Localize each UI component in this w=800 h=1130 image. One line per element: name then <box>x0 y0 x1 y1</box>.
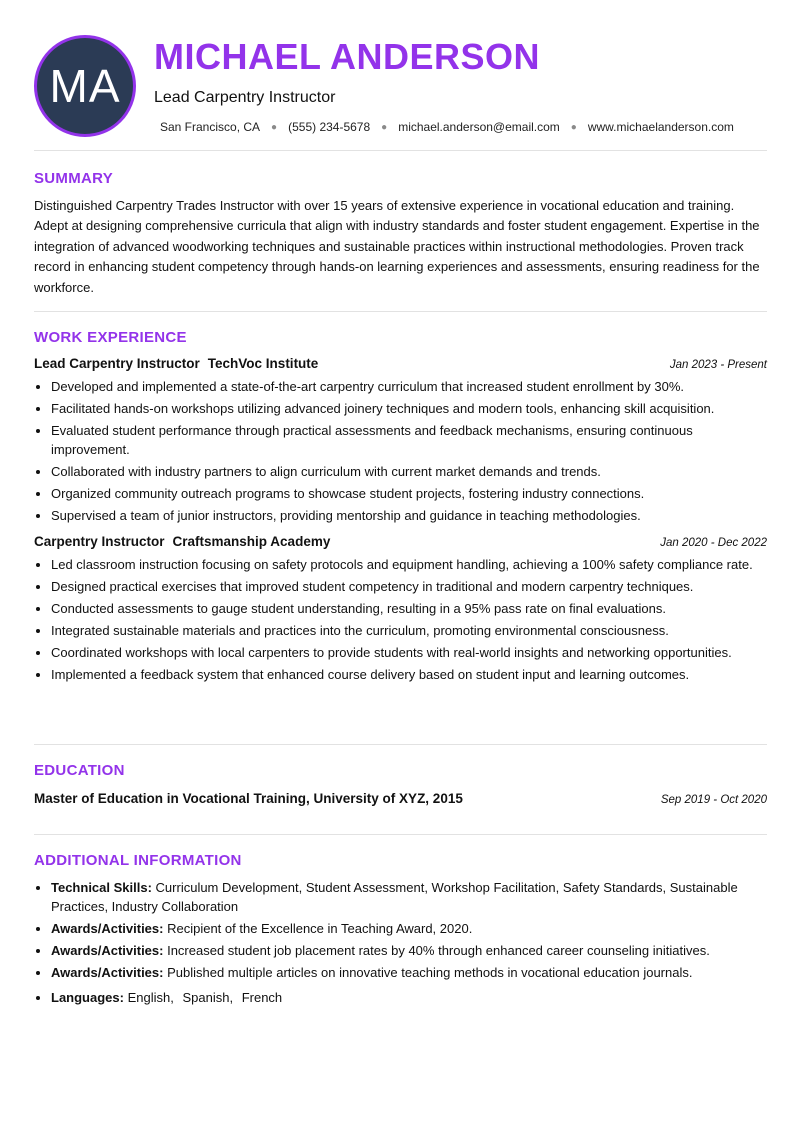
list-item: • Supervised a team of junior instructors, providing mentorship and guidance in teaching methodologies. <box>51 506 767 525</box>
bullet-separator-icon: ● <box>570 121 577 133</box>
list-item: • Facilitated hands-on workshops utilizing advanced joinery techniques and modern tools, enhancing skill acquisition. <box>51 399 767 418</box>
education-degree: Master of Education in Vocational Training, University of XYZ, 2015 <box>34 791 463 806</box>
divider <box>34 834 767 835</box>
list-item: • Led classroom instruction focusing on safety protocols and equipment handling, achieving a 100% safety compliance rate. <box>51 555 767 574</box>
bullet-separator-icon: ● <box>381 121 388 133</box>
info-value: Increased student job placement rates by 40% through enhanced career counseling initiatives. <box>167 943 710 958</box>
contact-line <box>160 120 734 134</box>
contact-phone: (555) 234-5678 <box>288 120 371 134</box>
section-title-additional: ADDITIONAL INFORMATION <box>34 852 242 869</box>
list-item: • Integrated sustainable materials and practices into the curriculum, promoting environmental consciousness. <box>51 621 767 640</box>
education-dates: Sep 2019 - Oct 2020 <box>660 794 767 806</box>
job-role: Lead Carpentry Instructor <box>34 356 200 371</box>
info-value: Published multiple articles on innovative teaching methods in vocational education journals. <box>167 965 693 980</box>
list-item: • Designed practical exercises that improved student competency in traditional and modern carpentry techniques. <box>51 577 767 596</box>
list-item: • Collaborated with industry partners to align curriculum with current market demands and trends. <box>51 462 767 481</box>
candidate-title: Lead Carpentry Instructor <box>154 89 336 106</box>
section-title-education: EDUCATION <box>34 762 125 779</box>
education-section <box>34 762 767 806</box>
section-title-experience: WORK EXPERIENCE <box>34 329 187 346</box>
job-dates: Jan 2020 - Dec 2022 <box>660 537 767 549</box>
job-bullets <box>34 377 767 525</box>
info-key: Awards/Activities: <box>51 921 164 936</box>
list-item: • Conducted assessments to gauge student understanding, resulting in a 95% pass rate on final evaluations. <box>51 599 767 618</box>
resume-header <box>0 0 800 150</box>
summary-text: Distinguished Carpentry Trades Instructor with over 15 years of extensive experience in vocational education and training. Adept at designing comprehensive curricula that align with industry standards and foster student engagement. Expertise in the integration of advanced woodworking techniques and sustainable practices within instructional methodologies. Proven track record in enhancing student competency through hands-on learning experiences and assessments, ensuring readiness for the workforce. <box>34 198 760 295</box>
language: English, <box>127 990 174 1005</box>
list-item <box>51 878 767 916</box>
job-role: Carpentry Instructor <box>34 534 165 549</box>
contact-website[interactable]: www.michaelanderson.com <box>587 120 734 134</box>
job-dates: Jan 2023 - Present <box>669 359 767 371</box>
info-key: Technical Skills: <box>51 880 152 895</box>
list-item: • Organized community outreach programs to showcase student projects, fostering industry connections. <box>51 484 767 503</box>
info-key: Languages: <box>51 990 124 1005</box>
education-entry <box>34 791 767 806</box>
list-item: • Implemented a feedback system that enhanced course delivery based on student input and learning outcomes. <box>51 665 767 684</box>
list-item <box>51 988 767 1007</box>
contact-email[interactable]: michael.anderson@email.com <box>398 120 560 134</box>
summary-section <box>34 170 767 298</box>
info-key: Awards/Activities: <box>51 943 164 958</box>
info-value: Curriculum Development, Student Assessment, Workshop Facilitation, Safety Standards, Sustainable Practices, Industry Collaboration <box>51 880 738 914</box>
divider <box>34 311 767 312</box>
list-item <box>51 941 767 960</box>
job-company: TechVoc Institute <box>207 356 319 371</box>
candidate-name: MICHAEL ANDERSON <box>154 36 541 77</box>
additional-list <box>34 878 767 1007</box>
language: Spanish, <box>182 990 234 1005</box>
list-item: • Evaluated student performance through practical assessments and feedback mechanisms, ensuring continuous improvement. <box>51 421 767 459</box>
avatar <box>34 35 136 137</box>
divider <box>34 150 767 151</box>
job-header <box>34 356 767 371</box>
job-bullets <box>34 555 767 684</box>
info-key: Awards/Activities: <box>51 965 164 980</box>
list-item: • Developed and implemented a state-of-the-art carpentry curriculum that increased student enrollment by 30%. <box>51 377 767 396</box>
bullet-separator-icon: ● <box>271 121 278 133</box>
list-item <box>51 963 767 982</box>
info-value: Recipient of the Excellence in Teaching Award, 2020. <box>167 921 473 936</box>
section-title-summary: SUMMARY <box>34 170 114 187</box>
contact-location: San Francisco, CA <box>160 120 261 134</box>
additional-section <box>34 852 767 1010</box>
list-item: • Coordinated workshops with local carpenters to provide students with real-world insights and networking opportunities. <box>51 643 767 662</box>
experience-section <box>34 329 767 687</box>
language: French <box>241 990 283 1005</box>
divider <box>34 744 767 745</box>
job-company: Craftsmanship Academy <box>172 534 331 549</box>
job-header <box>34 534 767 549</box>
list-item <box>51 919 767 938</box>
avatar-initials: MA <box>49 60 121 112</box>
